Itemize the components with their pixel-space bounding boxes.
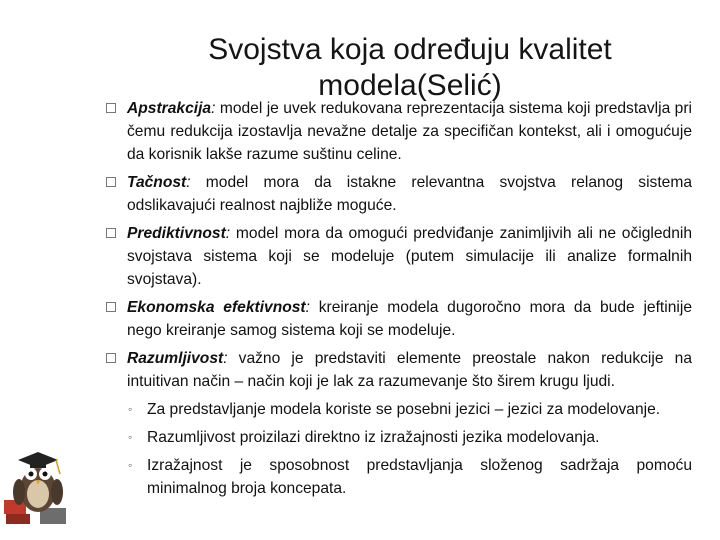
bullet-colon: :: [223, 350, 228, 367]
graduate-owl-figure-icon: [0, 430, 80, 530]
owl-pupil: [43, 472, 48, 477]
bullet-text: kreiranje modela dugoročno mora da bude jeftinije nego kreiranje samog sistema koji se modeluje.: [127, 299, 692, 339]
bullet-prediktivnost: [106, 222, 692, 291]
square-bullet-icon: [106, 103, 116, 113]
bullet-razumljivost: [106, 347, 692, 393]
bullet-colon: :: [305, 299, 310, 316]
bullet-text: važno je predstaviti elemente preostale nakon redukcije na intuitivan način – način koji je lak za razumevanje što širem krugu ljudi.: [127, 350, 692, 390]
bullet-text: model mora da omogući predviđanje zanimljivih ali ne očiglednih svojstava sistema koji se modeluje (putem simulacije ili analize formalnih svojstava).: [127, 225, 692, 288]
bullet-term: Prediktivnost: [127, 225, 226, 242]
bullet-term: Tačnost: [127, 174, 187, 191]
sub-bullet-text: Za predstavljanje modela koriste se posebni jezici – jezici za modelovanje.: [147, 401, 661, 418]
bullet-term: Ekonomska efektivnost: [127, 299, 306, 316]
sub-bullet-marker: ◦: [128, 458, 133, 472]
graduation-cap-base: [30, 462, 46, 468]
slide-title: Svojstva koja određuju kvalitet modela(Selić): [208, 33, 612, 102]
bullet-text: model je uvek redukovana reprezentacija sistema koji predstavlja pri čemu redukcija izostavlja nevažne detalje za specifičan kontekst, ali i omogućuje da korisnik lakše razume suštinu celine.: [127, 100, 692, 163]
bullet-colon: :: [186, 174, 191, 191]
bullet-term: Apstrakcija: [127, 100, 212, 117]
sub-bullet-izrazajnost-definicija: [106, 454, 692, 500]
sub-bullet-marker: ◦: [128, 430, 133, 444]
owl-pupil: [29, 472, 34, 477]
bullet-tacnost: [106, 171, 692, 217]
slide-content: [106, 97, 692, 505]
bullet-colon: :: [225, 225, 231, 242]
sub-bullet-jezici: [106, 398, 692, 421]
sub-bullet-text: Razumljivost proizilazi direktno iz izražajnosti jezika modelovanja.: [147, 429, 600, 446]
bullet-text: model mora da istakne relevantna svojstva relanog sistema odslikavajući realnost najbliže moguće.: [127, 174, 692, 214]
book-icon: [6, 514, 30, 524]
square-bullet-icon: [106, 302, 116, 312]
sub-bullet-izrazajnost-jezika: [106, 426, 692, 449]
sub-bullet-marker: ◦: [128, 402, 133, 416]
square-bullet-icon: [106, 228, 116, 238]
cap-tassel: [56, 460, 60, 474]
square-bullet-icon: [106, 353, 116, 363]
square-bullet-icon: [106, 177, 116, 187]
bullet-colon: :: [211, 100, 216, 117]
bullet-term: Razumljivost: [127, 350, 224, 367]
owl-wing: [13, 479, 25, 505]
bullet-apstrakcija: [106, 97, 692, 166]
bullet-ekonomska-efektivnost: [106, 296, 692, 342]
owl-wing: [51, 479, 63, 505]
sub-bullet-text: Izražajnost je sposobnost predstavljanja složenog sadržaja pomoću minimalnog broja koncepata.: [147, 457, 692, 497]
